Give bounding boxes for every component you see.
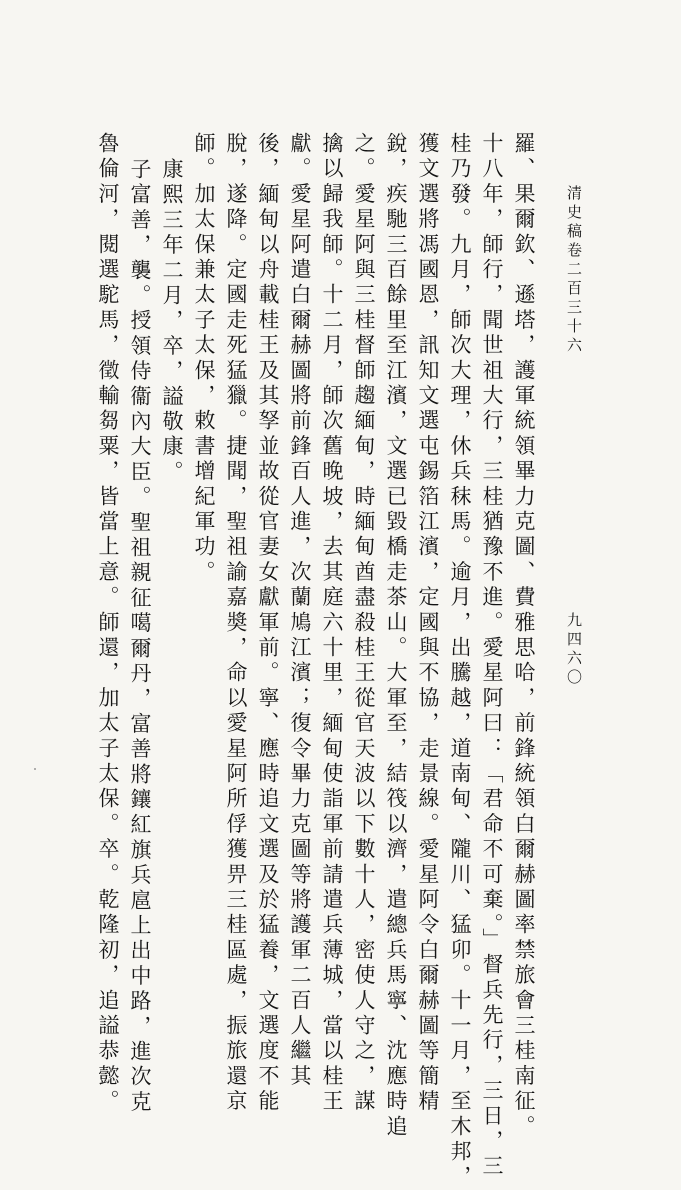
text-column-13: 子富善，襲。授領侍衞內大臣。聖祖親征噶爾丹，富善將鑲紅旗兵扈上出中路，進次克 [128,158,152,1116]
text-column-10: 脫，遂降。定國走死猛獵。捷聞，聖祖諭嘉奬，命以愛星阿所俘獲畀三桂區處，振旅還京 [224,132,248,1115]
scan-speck [34,768,36,770]
text-column-14: 魯倫河，閱選駝馬，徵輸芻粟，皆當上意。師還，加太子太保。卒。乾隆初，追謚恭懿。 [96,132,120,1115]
text-column-5: 銳，疾馳三百餘里至江濱，文選已毀橋走茶山。大軍至，結筏以濟，遣總兵馬寧、沈應時追 [384,132,408,1140]
text-column-7: 擒以歸我師。十二月，師次舊晚坡，去其庭六十里，緬甸使詣軍前請遣兵薄城，當以桂王 [320,132,344,1115]
text-column-9: 後，緬甸以舟載桂王及其孥並故從官妻女獻軍前。寧、應時追文選及於猛養，文選度不能 [256,132,280,1115]
text-column-1: 羅、果爾欽、遜塔，護軍統領畢力克圖、費雅思哈，前鋒統領白爾赫圖率禁旅會三桂南征。 [512,132,536,1140]
text-column-3: 桂乃發。九月，師次大理，休兵秣馬。逾月，出騰越，道南甸、隴川、猛卯。十一月，至木邦， [448,132,472,1190]
header-title: 清史稿卷二百三十六 [565,185,583,356]
text-column-4: 獲文選將馮國恩，訊知文選屯錫箔江濱，定國與不協，走景線。愛星阿令白爾赫圖等簡精 [416,132,440,1115]
text-column-11: 師。加太保兼太子太保，敕書增紀軍功。 [192,132,216,586]
text-column-6: 之。愛星阿與三桂督師趨緬甸，時緬甸酋盡殺桂王從官天波以下數十人，密使人守之，謀 [352,132,376,1115]
page-number: 九四六〇 [565,612,583,688]
text-column-12: 康熙三年二月，卒，謚敬康。 [160,158,184,486]
text-column-8: 獻。愛星阿遣白爾赫圖將前鋒百人進，次蘭鳩江濱；復令畢力克圖等將護軍二百人繼其 [288,132,312,1090]
text-column-2: 十八年，師行，聞世祖大行，三桂猶豫不進。愛星阿曰：「君命不可棄。」督兵先行，三日，三 [480,132,504,1180]
